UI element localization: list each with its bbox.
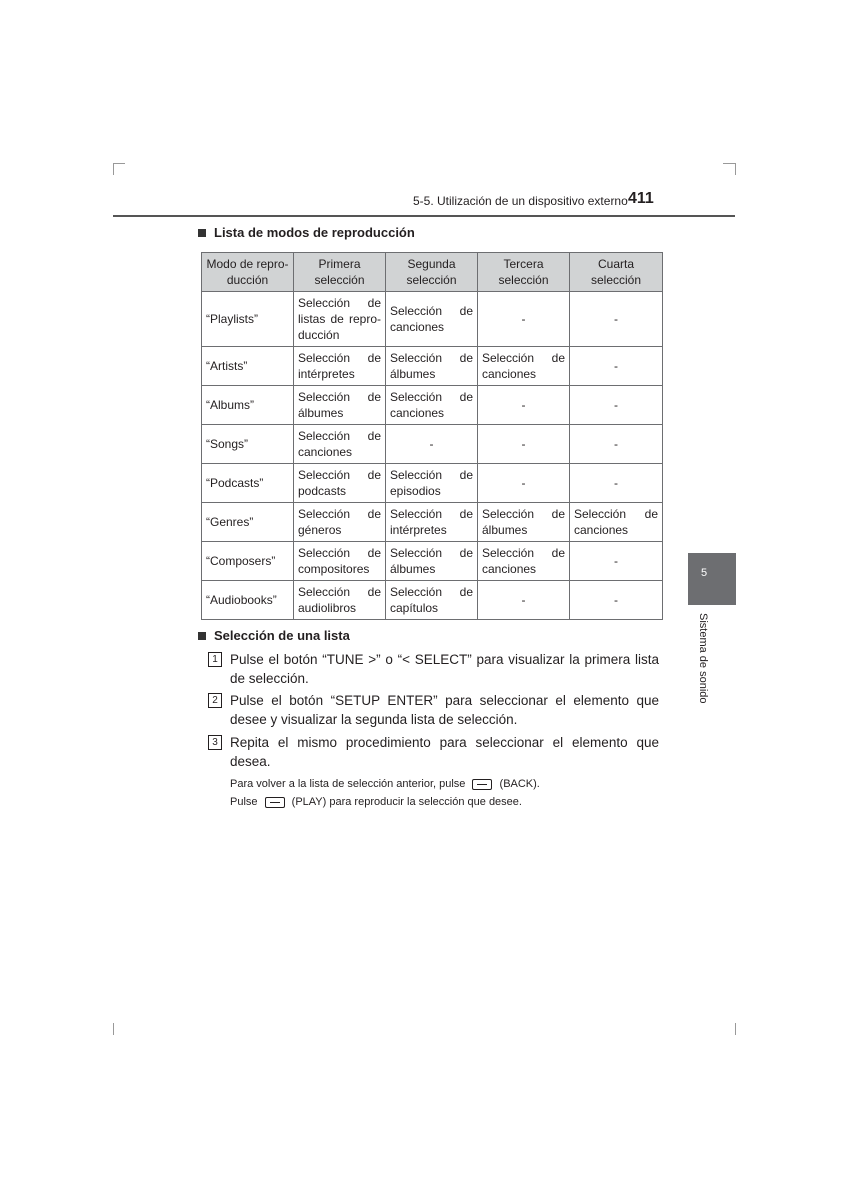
table-cell: - <box>478 386 570 425</box>
table-cell: - <box>570 347 663 386</box>
table-cell: Selección de intérpretes <box>386 503 478 542</box>
square-bullet-icon <box>198 632 206 640</box>
table-cell: Selección de audiolibros <box>294 581 386 620</box>
table-row <box>202 425 663 464</box>
table-cell: Selección de álbumes <box>386 542 478 581</box>
table-cell: Selección de episodios <box>386 464 478 503</box>
column-header: Cuarta selección <box>570 253 663 292</box>
step-item <box>208 650 659 688</box>
note-line <box>230 795 522 809</box>
table-cell: “Artists” <box>202 347 294 386</box>
table-row <box>202 464 663 503</box>
table-header-row <box>202 253 663 292</box>
crop-mark <box>113 163 125 164</box>
list-selection-heading-text: Selección de una lista <box>214 628 350 643</box>
table-cell: - <box>478 292 570 347</box>
crop-mark <box>735 163 736 175</box>
table-cell: - <box>570 542 663 581</box>
step-text: Pulse el botón “SETUP ENTER” para seleccionar el elemento que desee y visualizar la segunda lista de selección. <box>230 693 659 727</box>
table-row <box>202 292 663 347</box>
note-line <box>230 777 540 791</box>
note-text: Pulse <box>230 796 258 808</box>
column-header: Primera selección <box>294 253 386 292</box>
header-section-title: 5-5. Utilización de un dispositivo externo <box>413 194 628 208</box>
table-cell: “Composers” <box>202 542 294 581</box>
note-text: (BACK). <box>499 778 540 790</box>
table-cell: - <box>570 581 663 620</box>
table-cell: Selección de álbumes <box>294 386 386 425</box>
table-cell: Selección de géneros <box>294 503 386 542</box>
table-cell: - <box>478 464 570 503</box>
crop-mark <box>113 1023 114 1035</box>
back-button-icon <box>472 779 492 790</box>
table-cell: Selección de listas de repro-ducción <box>294 292 386 347</box>
table-row <box>202 347 663 386</box>
crop-mark <box>735 1023 736 1035</box>
table-cell: - <box>570 425 663 464</box>
step-number: 2 <box>208 693 222 708</box>
table-cell: Selección de podcasts <box>294 464 386 503</box>
page-number: 411 <box>628 190 654 207</box>
step-number: 1 <box>208 652 222 667</box>
step-item <box>208 733 659 771</box>
step-number: 3 <box>208 735 222 750</box>
table-row <box>202 542 663 581</box>
table-cell: “Playlists” <box>202 292 294 347</box>
table-cell: Selección de canciones <box>570 503 663 542</box>
playback-modes-heading <box>198 225 415 240</box>
table-cell: Selección de intérpretes <box>294 347 386 386</box>
table-cell: “Genres” <box>202 503 294 542</box>
table-cell: “Songs” <box>202 425 294 464</box>
table-cell: - <box>478 581 570 620</box>
table-cell: Selección de canciones <box>294 425 386 464</box>
column-header: Tercera selección <box>478 253 570 292</box>
note-text: (PLAY) para reproducir la selección que desee. <box>291 796 522 808</box>
crop-mark <box>113 163 114 175</box>
note-text: Para volver a la lista de selección anterior, pulse <box>230 778 466 790</box>
table-cell: “Podcasts” <box>202 464 294 503</box>
table-cell: - <box>386 425 478 464</box>
playback-modes-heading-text: Lista de modos de reproducción <box>214 225 415 240</box>
table-cell: - <box>570 386 663 425</box>
list-selection-heading <box>198 628 350 643</box>
crop-mark <box>723 163 735 164</box>
play-button-icon <box>265 797 285 808</box>
chapter-tab <box>688 553 736 605</box>
table-cell: - <box>478 425 570 464</box>
header-divider <box>113 215 735 217</box>
chapter-number: 5 <box>700 567 708 579</box>
table-row <box>202 386 663 425</box>
column-header: Segunda selección <box>386 253 478 292</box>
table-row <box>202 581 663 620</box>
column-header: Modo de repro-ducción <box>202 253 294 292</box>
table-cell: Selección de compositores <box>294 542 386 581</box>
table-cell: “Audiobooks” <box>202 581 294 620</box>
table-row <box>202 503 663 542</box>
step-item <box>208 691 659 729</box>
table-cell: Selección de canciones <box>386 292 478 347</box>
step-text: Pulse el botón “TUNE >” o “< SELECT” para visualizar la primera lista de selección. <box>230 652 659 686</box>
table-cell: Selección de canciones <box>386 386 478 425</box>
table-cell: - <box>570 464 663 503</box>
table-cell: “Albums” <box>202 386 294 425</box>
step-text: Repita el mismo procedimiento para seleccionar el elemento que desea. <box>230 735 659 769</box>
table-cell: Selección de capítulos <box>386 581 478 620</box>
chapter-label: Sistema de sonido <box>697 613 709 704</box>
table-cell: Selección de canciones <box>478 542 570 581</box>
playback-modes-table <box>201 252 663 620</box>
table-cell: - <box>570 292 663 347</box>
square-bullet-icon <box>198 229 206 237</box>
table-cell: Selección de álbumes <box>386 347 478 386</box>
table-cell: Selección de álbumes <box>478 503 570 542</box>
table-cell: Selección de canciones <box>478 347 570 386</box>
